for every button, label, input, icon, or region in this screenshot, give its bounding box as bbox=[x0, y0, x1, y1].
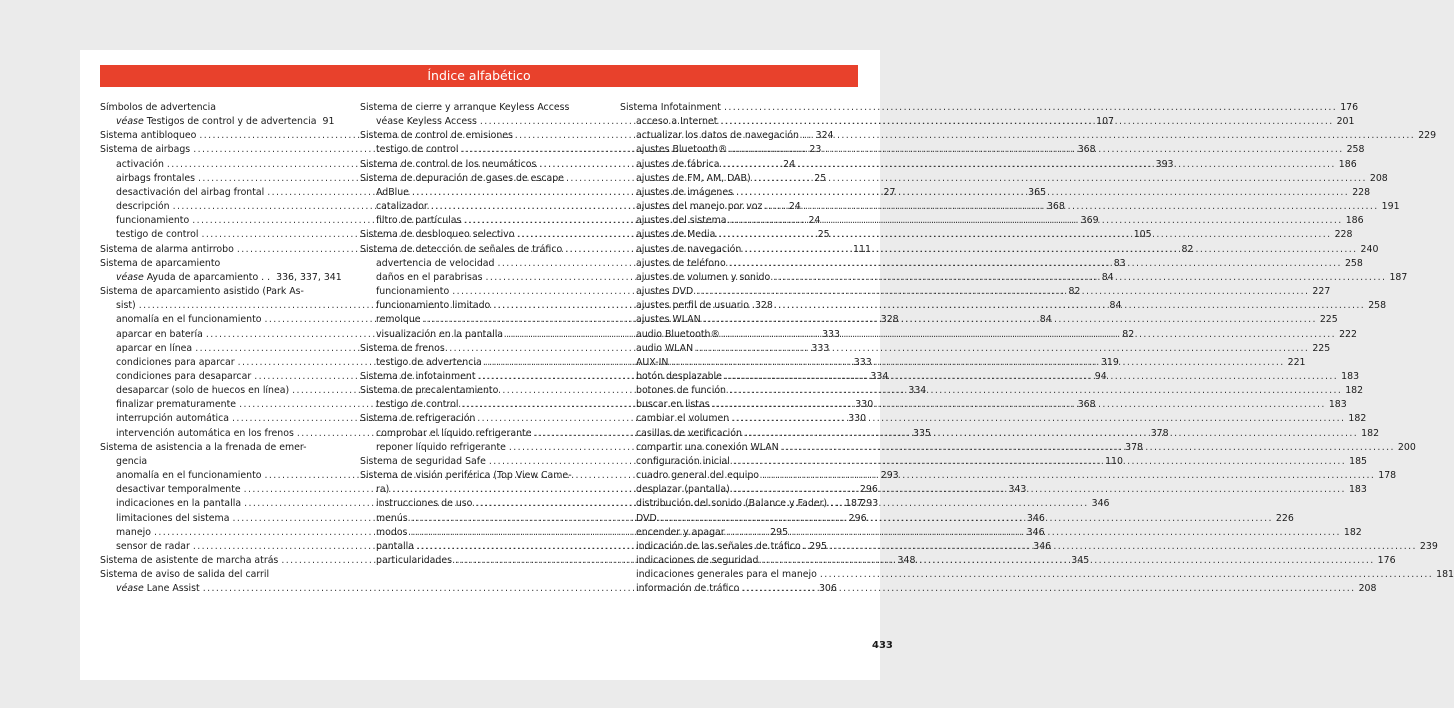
index-entry-term: ra) bbox=[376, 484, 390, 496]
index-entry-page: 240 bbox=[1360, 243, 1379, 255]
index-entry-term: véase Keyless Access bbox=[376, 116, 477, 128]
index-entry-page: 94 bbox=[1094, 370, 1107, 382]
index-heading-text: gencia bbox=[116, 455, 148, 467]
index-entry-term-text: Testigos de control y de advertencia bbox=[143, 116, 317, 128]
index-entry-term: indicaciones de seguridad bbox=[636, 555, 759, 566]
index-entry-page: 336, 337, 341 bbox=[276, 271, 342, 283]
index-entry-page: 295 bbox=[809, 540, 828, 552]
index-entry-term: anomalía en el funcionamiento bbox=[116, 314, 262, 326]
index-entry bbox=[620, 412, 1367, 426]
index-heading-text: Sistema de cierre y arranque Keyless Access bbox=[360, 102, 570, 113]
index-entry-page: 228 bbox=[1334, 229, 1353, 241]
index-entry-page: 82 bbox=[1068, 286, 1081, 298]
index-entry-page: 319 bbox=[1100, 356, 1119, 368]
index-entry-term: catalizador bbox=[376, 201, 428, 213]
index-heading bbox=[360, 129, 600, 143]
index-entry-page: 335 bbox=[913, 427, 931, 439]
index-entry-page: 23 bbox=[809, 144, 822, 156]
index-entry-page: 368 bbox=[1077, 399, 1096, 411]
index-entry-term: funcionamiento bbox=[376, 286, 450, 298]
dot-leader bbox=[660, 512, 1273, 526]
index-entry-term: actualizar los datos de navegación bbox=[636, 130, 799, 142]
index-entry-page: 208 bbox=[1369, 172, 1388, 184]
dot-leader bbox=[713, 398, 1326, 412]
index-see-reference: véase bbox=[116, 271, 144, 283]
index-entry-term: desaparcar (solo de huecos en línea) bbox=[116, 385, 290, 397]
index-heading-text: Sistema de visión periférica (Top View Came- bbox=[360, 470, 572, 482]
index-entry-page: 105 bbox=[1133, 229, 1152, 241]
index-entry-term: funcionamiento bbox=[116, 215, 190, 227]
index-entry-term: cuadro general del equipo bbox=[636, 470, 760, 482]
index-entry-term: finalizar prematuramente bbox=[116, 399, 237, 411]
dot-leader bbox=[723, 328, 1336, 342]
index-entry-term: AUX-IN bbox=[636, 356, 669, 368]
index-entry-page: 306 bbox=[818, 583, 837, 595]
index-entry-term: ajustes del manejo por voz bbox=[636, 201, 763, 213]
index-entry-page: 226 bbox=[1275, 512, 1294, 524]
index-entry-term bbox=[116, 271, 270, 285]
index-entry-page: 185 bbox=[1349, 455, 1368, 467]
index-entry-term: remolque bbox=[376, 314, 421, 326]
index-entry-term: airbags frontales bbox=[116, 172, 196, 184]
index-entry-page: 107 bbox=[1096, 116, 1115, 128]
dot-leader bbox=[718, 228, 1331, 242]
index-entry-term: encender y apagar bbox=[636, 526, 725, 538]
index-entry-page: 183 bbox=[1348, 484, 1367, 496]
index-entry-page: 330 bbox=[848, 413, 867, 425]
index-entry-term: modos bbox=[376, 526, 408, 538]
dot-leader bbox=[742, 582, 1355, 596]
index-entry-page: 296 bbox=[859, 484, 878, 496]
index-entry-page: 368 bbox=[1046, 201, 1065, 213]
index-entry-page: 229 bbox=[1418, 130, 1437, 142]
index-entry-term: ajustes de volumen y sonido bbox=[636, 271, 771, 283]
dot-leader bbox=[736, 186, 1349, 200]
index-entry-page: 368 bbox=[1077, 144, 1096, 156]
index-entry-term: ajustes perfil de usuario bbox=[636, 300, 749, 312]
dot-leader bbox=[804, 540, 1417, 554]
index-entry-term: audio Bluetooth® bbox=[636, 328, 720, 340]
index-entry-page: 182 bbox=[1345, 385, 1364, 397]
index-entry-term bbox=[116, 582, 200, 596]
dot-leader bbox=[762, 469, 1375, 483]
index-entry-term: pantalla bbox=[376, 540, 415, 552]
index-entry-page: 110 bbox=[1105, 455, 1123, 467]
index-heading bbox=[360, 172, 600, 186]
index-entry-term: comprobar el líquido refrigerante bbox=[376, 427, 532, 439]
dot-leader bbox=[754, 172, 1367, 186]
index-entry-page: 187 bbox=[845, 498, 863, 510]
index-entry-term: sist) bbox=[116, 300, 136, 312]
index-entry bbox=[620, 101, 1359, 115]
index-entry-page: 183 bbox=[1328, 399, 1347, 411]
index-entry-page: 296 bbox=[848, 512, 867, 524]
index-entry-page: 178 bbox=[1378, 470, 1397, 482]
dot-leader bbox=[732, 412, 1345, 426]
page-title-banner: Índice alfabético bbox=[100, 65, 858, 87]
index-entry-term: ajustes DVD bbox=[636, 286, 694, 298]
index-entry-page: 181 bbox=[1436, 569, 1454, 581]
index-entry-page: 334 bbox=[908, 385, 927, 397]
index-entry-page: 343 bbox=[1008, 484, 1027, 496]
index-entry-term: funcionamiento limitado bbox=[376, 300, 491, 312]
index-entry-term: indicaciones generales para el manejo bbox=[636, 569, 817, 581]
index-entry-page: 346 bbox=[1026, 526, 1045, 538]
index-heading bbox=[100, 568, 332, 582]
index-heading-text: Sistema de precalentamiento bbox=[360, 385, 499, 397]
page-number: 433 bbox=[872, 640, 893, 651]
index-entry-page: 348 bbox=[897, 555, 916, 566]
index-entry-page: 333 bbox=[822, 328, 840, 340]
index-entry-page: 84 bbox=[1101, 271, 1114, 283]
index-entry bbox=[620, 129, 1437, 143]
index-entry-term: ajustes de FM, AM, DAB) bbox=[636, 172, 751, 184]
index-entry-term: Sistema de detección de señales de tráfico bbox=[360, 243, 563, 255]
dot-leader bbox=[729, 257, 1342, 271]
dot-leader bbox=[728, 526, 1341, 540]
index-heading-text: Símbolos de advertencia bbox=[100, 102, 217, 113]
index-entry-page: 83 bbox=[1113, 257, 1126, 269]
index-entry-page: 346 bbox=[1091, 498, 1110, 510]
index-entry-page: 111 bbox=[853, 243, 871, 255]
index-entry-page: 84 bbox=[1109, 300, 1122, 312]
index-entry-page: 239 bbox=[1419, 540, 1438, 552]
index-heading bbox=[360, 412, 600, 426]
index-entry-term: botón desplazable bbox=[636, 370, 722, 382]
index-entry-page: 225 bbox=[1319, 314, 1338, 326]
index-entry-term: ajustes de fábrica bbox=[636, 158, 720, 170]
index-entry-term: Sistema de asistente de marcha atrás bbox=[100, 555, 279, 566]
index-entry-term: cambiar el volumen bbox=[636, 413, 730, 425]
index-entry-page: 176 bbox=[1377, 555, 1396, 566]
dot-leader bbox=[744, 243, 1357, 257]
index-entry-term: manejo bbox=[116, 526, 151, 538]
index-entry-page: 182 bbox=[1343, 526, 1362, 538]
index-entry-term-text: Ayuda de aparcamiento . . bbox=[143, 271, 271, 283]
dot-leader bbox=[704, 313, 1317, 327]
index-entry-page: 24 bbox=[808, 215, 821, 227]
index-entry-page: 82 bbox=[1122, 328, 1135, 340]
index-entry bbox=[620, 342, 1331, 356]
index-heading-text: Sistema de asistencia a la frenada de emer- bbox=[100, 441, 307, 453]
index-entry-term: ajustes de navegación bbox=[636, 243, 742, 255]
index-entry-term: anomalía en el funcionamiento bbox=[116, 470, 262, 482]
index-entry-page: 346 bbox=[1026, 512, 1045, 524]
index-entry-page: 346 bbox=[1033, 540, 1052, 552]
index-entry-term: desactivación del airbag frontal bbox=[116, 186, 265, 198]
index-entry-term: condiciones para aparcar bbox=[116, 356, 235, 368]
index-entry-term: testigo de control bbox=[116, 229, 199, 241]
index-entry-term: limitaciones del sistema bbox=[116, 512, 230, 524]
index-entry-page: 293 bbox=[860, 498, 879, 510]
index-see-reference: véase bbox=[116, 583, 144, 595]
index-entry-term: ajustes de teléfono bbox=[636, 257, 726, 269]
index-heading-text: Sistema de aparcamiento bbox=[100, 257, 221, 269]
index-entry-term: ajustes de imágenes bbox=[636, 186, 733, 198]
index-entry-page: 258 bbox=[1368, 300, 1387, 312]
index-entry-page: 222 bbox=[1339, 328, 1357, 340]
index-entry-term: indicaciones en la pantalla bbox=[116, 498, 242, 510]
index-entry-term: instrucciones de uso bbox=[376, 498, 473, 510]
index-heading bbox=[100, 455, 332, 469]
index-entry-page: 91 bbox=[322, 116, 335, 128]
index-entry-page: 186 bbox=[1338, 158, 1357, 170]
index-entry-page: 295 bbox=[770, 526, 789, 538]
index-entry-page: 258 bbox=[1346, 144, 1365, 156]
index-heading-text: Sistema de refrigeración bbox=[360, 413, 476, 425]
index-heading bbox=[360, 469, 600, 483]
index-entry-term: descripción bbox=[116, 201, 170, 213]
index-entry-term: buscar en listas bbox=[636, 399, 710, 411]
index-entry-page: 328 bbox=[754, 300, 773, 312]
index-entry-page: 186 bbox=[1345, 215, 1364, 227]
index-entry-term: visualización en la pantalla bbox=[376, 328, 504, 340]
index-entry-term: interrupción automática bbox=[116, 413, 229, 425]
index-entry-term-text: Lane Assist bbox=[143, 583, 200, 595]
index-entry-term: aparcar en batería bbox=[116, 328, 203, 340]
index-entry-page: 183 bbox=[1341, 370, 1360, 382]
dot-leader bbox=[724, 101, 1337, 115]
index-entry-term: desplazar (pantalla) bbox=[636, 484, 730, 496]
index-entry-page: 378 bbox=[1125, 441, 1144, 453]
index-entry-page: 333 bbox=[811, 342, 830, 354]
index-heading-text: Sistema de frenos bbox=[360, 342, 445, 354]
dot-leader bbox=[723, 158, 1336, 172]
index-heading bbox=[100, 285, 332, 299]
index-entry-term: condiciones para desaparcar bbox=[116, 370, 252, 382]
index-heading bbox=[360, 101, 600, 115]
index-entry bbox=[620, 582, 1377, 596]
index-entry-term: compartir una conexión WLAN bbox=[636, 441, 779, 453]
index-entry-term: testigo de control bbox=[376, 399, 459, 411]
index-entry-page: 225 bbox=[1312, 342, 1331, 354]
index-entry-term: configuración inicial bbox=[636, 455, 730, 467]
index-heading-text: Sistema de aparcamiento asistido (Park As- bbox=[100, 286, 304, 298]
index-entry bbox=[620, 568, 1454, 582]
index-entry-page: 393 bbox=[1155, 158, 1174, 170]
index-entry-term: ajustes WLAN bbox=[636, 314, 701, 326]
index-entry-page: 187 bbox=[1389, 271, 1408, 283]
index-entry-page: 191 bbox=[1381, 201, 1400, 213]
dot-leader bbox=[761, 554, 1374, 568]
index-entry bbox=[620, 497, 863, 511]
index-entry-page: 328 bbox=[880, 314, 899, 326]
dot-leader bbox=[696, 342, 1309, 356]
index-entry-term: casillas de verificación bbox=[636, 427, 742, 439]
index-heading bbox=[100, 441, 332, 455]
dot-leader bbox=[745, 427, 1358, 441]
index-heading-text: Sistema de depuración de gases de escape bbox=[360, 172, 564, 184]
index-entry-page: 369 bbox=[1080, 215, 1099, 227]
dot-leader bbox=[820, 568, 1433, 582]
index-entry-term: menús bbox=[376, 512, 408, 524]
index-entry-term: ajustes de Media bbox=[636, 229, 716, 241]
index-entry-term: sensor de radar bbox=[116, 540, 190, 552]
index-entry-page: 200 bbox=[1397, 441, 1416, 453]
index-entry-page: 330 bbox=[855, 399, 874, 411]
index-entry-page: 176 bbox=[1340, 102, 1359, 113]
dot-leader bbox=[720, 115, 1333, 129]
dot-leader bbox=[773, 271, 1386, 285]
index-entry-page: 84 bbox=[1039, 314, 1052, 326]
index-entry-term: Sistema de airbags bbox=[100, 144, 191, 156]
dot-leader bbox=[733, 455, 1346, 469]
index-entry-term: audio WLAN bbox=[636, 342, 694, 354]
index-heading-text: Sistema de control de emisiones bbox=[360, 130, 513, 142]
index-entry-term: desactivar temporalmente bbox=[116, 484, 241, 496]
index-entry-term: Sistema de control de los neumáticos bbox=[360, 158, 537, 170]
index-entry-term bbox=[116, 115, 316, 129]
dot-leader bbox=[729, 214, 1342, 228]
index-heading-text: Sistema de aviso de salida del carril bbox=[100, 569, 270, 581]
index-entry-page: 24 bbox=[788, 201, 801, 213]
dot-leader bbox=[782, 441, 1395, 455]
index-entry-page: 345 bbox=[1071, 555, 1090, 566]
index-heading bbox=[360, 342, 600, 356]
dot-leader bbox=[802, 129, 1415, 143]
index-entry-term: Sistema de seguridad Safe bbox=[360, 455, 486, 467]
dot-leader bbox=[671, 356, 1284, 370]
index-entry-page: 324 bbox=[815, 130, 834, 142]
index-entry-page: 333 bbox=[853, 356, 872, 368]
index-entry-term: AdBlue bbox=[376, 186, 409, 198]
dot-leader bbox=[725, 370, 1338, 384]
index-see-reference: véase bbox=[116, 116, 144, 128]
index-entry-page: 293 bbox=[880, 470, 899, 482]
dot-leader bbox=[765, 200, 1378, 214]
index-entry-page: 365 bbox=[1028, 186, 1047, 198]
index-entry-page: 27 bbox=[883, 186, 896, 198]
index-entry-page: 258 bbox=[1344, 257, 1363, 269]
index-entry-term: información de tráfico bbox=[636, 583, 740, 595]
index-entry bbox=[100, 271, 342, 285]
index-entry-page: 221 bbox=[1287, 356, 1306, 368]
index-entry-page: 182 bbox=[1361, 427, 1380, 439]
index-entry bbox=[100, 115, 335, 129]
dot-leader bbox=[733, 483, 1346, 497]
index-entry-term: particularidades bbox=[376, 555, 453, 566]
index-entry-page: 82 bbox=[1181, 243, 1194, 255]
dot-leader bbox=[752, 299, 1365, 313]
index-entry-page: 378 bbox=[1150, 427, 1169, 439]
index-entry-term: aparcar en línea bbox=[116, 342, 193, 354]
index-entry-page: 182 bbox=[1348, 413, 1367, 425]
index-entry-page: 25 bbox=[817, 229, 830, 241]
index-entry-page: 25 bbox=[814, 172, 827, 184]
index-entry-page: 201 bbox=[1336, 116, 1355, 128]
index-entry-term: indicación de las señales de tráfico bbox=[636, 540, 801, 552]
index-entry-term: testigo de control bbox=[376, 144, 459, 156]
index-entry-term: advertencia de velocidad bbox=[376, 257, 495, 269]
index-entry-page: 24 bbox=[783, 158, 796, 170]
index-entry-term: filtro de partículas bbox=[376, 215, 462, 227]
index-entry-page: 228 bbox=[1352, 186, 1371, 198]
dot-leader bbox=[729, 384, 1342, 398]
index-entry-term: Sistema de desbloqueo selectivo bbox=[360, 229, 515, 241]
index-entry bbox=[620, 172, 1388, 186]
index-entry-term: ajustes Bluetooth® bbox=[636, 144, 728, 156]
index-heading bbox=[100, 257, 332, 271]
index-entry-page: 334 bbox=[870, 370, 889, 382]
index-entry-term: ajustes del sistema bbox=[636, 215, 727, 227]
index-heading bbox=[360, 384, 600, 398]
index-entry-term: botones de función bbox=[636, 385, 726, 397]
index-entry-page: 208 bbox=[1358, 583, 1377, 595]
index-entry-term: Sistema Infotainment bbox=[620, 102, 721, 113]
index-entry-term: acceso a Internet bbox=[636, 116, 718, 128]
index-entry-term: Sistema de infotainment bbox=[360, 370, 476, 382]
index-entry-term: distribución del sonido (Balance y Fader) . . bbox=[636, 498, 840, 510]
index-entry-page: 227 bbox=[1312, 286, 1331, 298]
index-entry-term: Sistema de alarma antirrobo bbox=[100, 243, 234, 255]
index-entry-term: DVD bbox=[636, 512, 657, 524]
index-entry-term: intervención automática en los frenos bbox=[116, 427, 294, 439]
index-entry-term: Sistema antibloqueo bbox=[100, 130, 197, 142]
index-entry-term: reponer líquido refrigerante bbox=[376, 441, 506, 453]
index-entry-term: testigo de advertencia bbox=[376, 356, 482, 368]
index-entry-term: daños en el parabrisas bbox=[376, 271, 483, 283]
dot-leader bbox=[696, 285, 1309, 299]
index-entry-term: activación bbox=[116, 158, 164, 170]
dot-leader bbox=[730, 143, 1343, 157]
index-heading bbox=[100, 101, 332, 115]
